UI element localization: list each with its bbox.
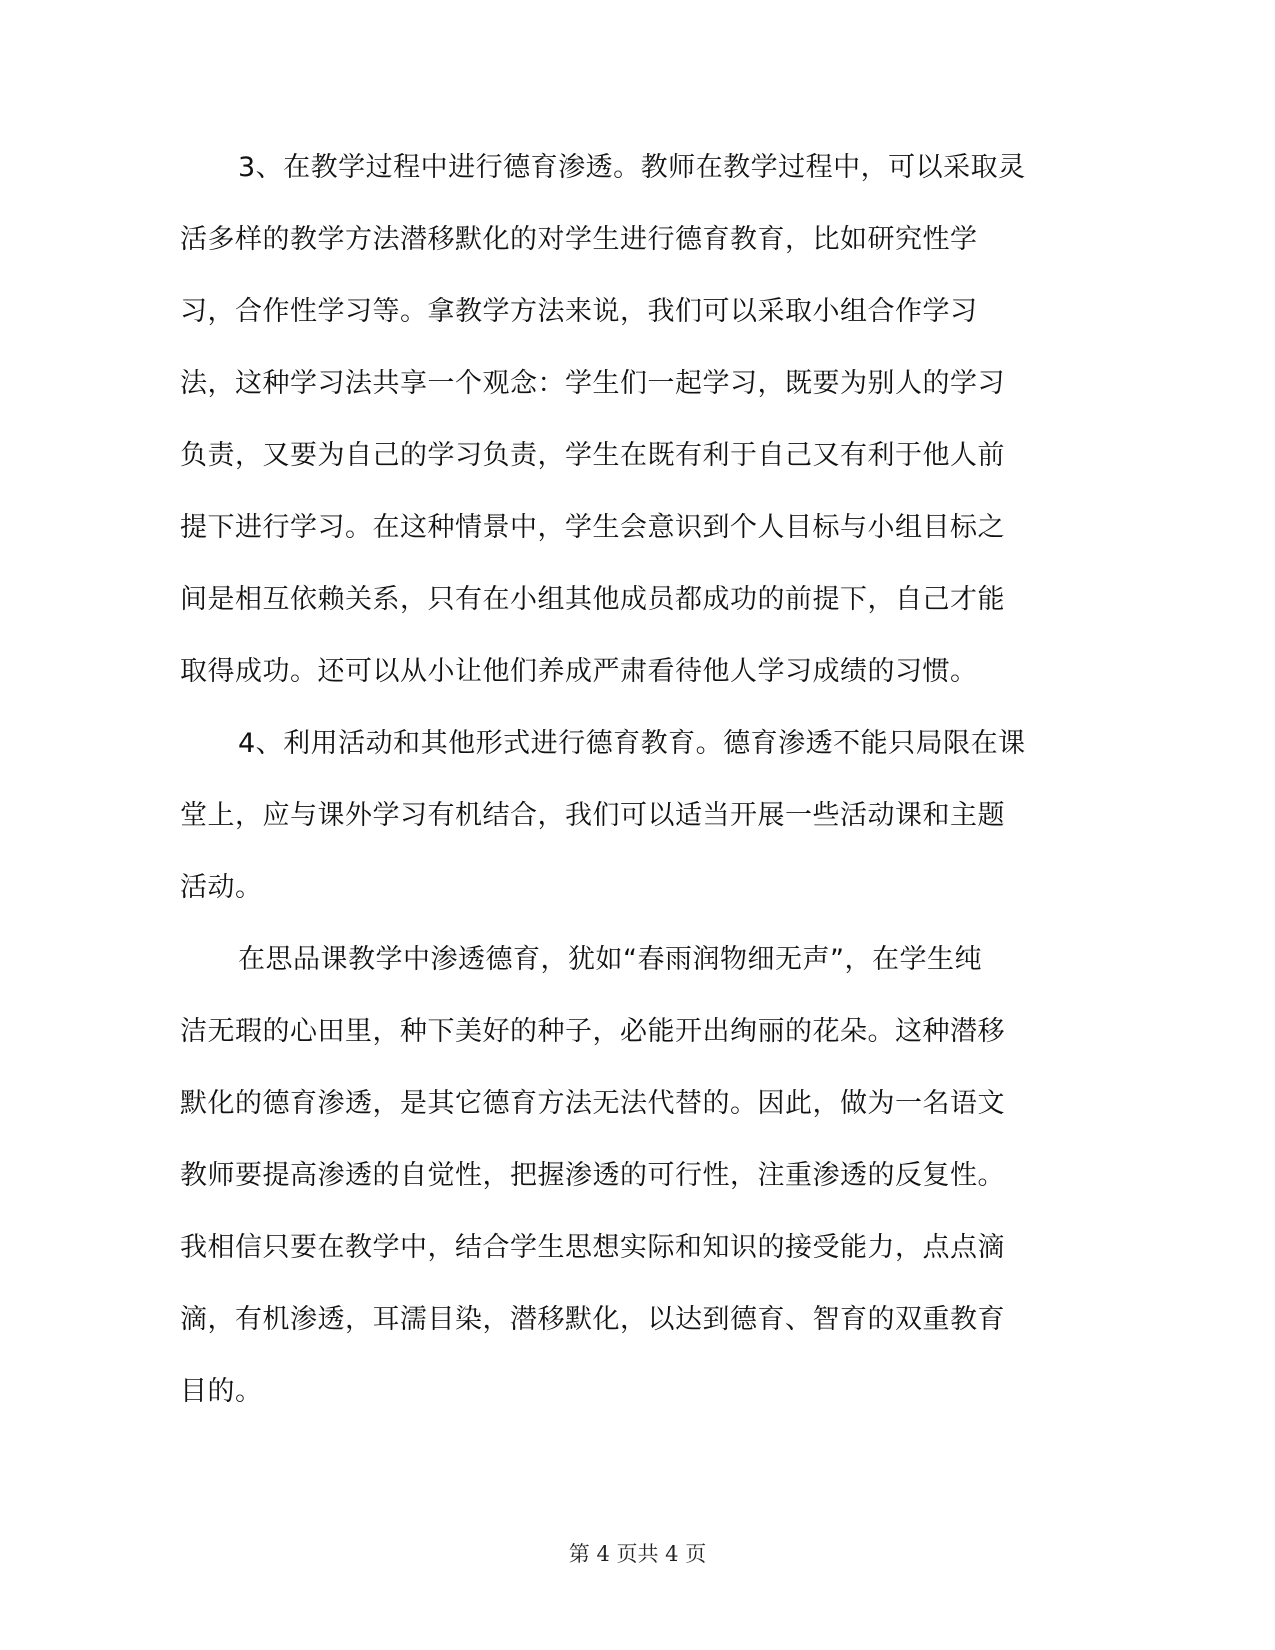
page-footer: 第 4 页共 4 页 bbox=[568, 1542, 707, 1566]
body-line: 法，这种学习法共享一个观念：学生们一起学习，既要为别人的学习 bbox=[180, 368, 1005, 399]
body-line: 洁无瑕的心田里，种下美好的种子，必能开出绚丽的花朵。这种潜移 bbox=[180, 1016, 1005, 1047]
body-line: 习，合作性学习等。拿教学方法来说，我们可以采取小组合作学习 bbox=[180, 296, 978, 327]
body-line: 滴，有机渗透，耳濡目染，潜移默化，以达到德育、智育的双重教育 bbox=[180, 1304, 1005, 1335]
body-line: 取得成功。还可以从小让他们养成严肃看待他人学习成绩的习惯。 bbox=[180, 656, 978, 687]
body-line: 间是相互依赖关系，只有在小组其他成员都成功的前提下，自己才能 bbox=[180, 584, 1005, 615]
body-line: 默化的德育渗透，是其它德育方法无法代替的。因此，做为一名语文 bbox=[180, 1088, 1005, 1119]
body-line: 3、在教学过程中进行德育渗透。教师在教学过程中，可以采取灵 bbox=[238, 152, 1026, 183]
body-line: 目的。 bbox=[180, 1376, 263, 1407]
body-line: 负责，又要为自己的学习负责，学生在既有利于自己又有利于他人前 bbox=[180, 440, 1005, 471]
body-line: 教师要提高渗透的自觉性，把握渗透的可行性，注重渗透的反复性。 bbox=[180, 1160, 1005, 1191]
body-line: 提下进行学习。在这种情景中，学生会意识到个人目标与小组目标之 bbox=[180, 512, 1005, 543]
body-line: 活动。 bbox=[180, 872, 263, 903]
body-line: 活多样的教学方法潜移默化的对学生进行德育教育，比如研究性学 bbox=[180, 224, 978, 255]
body-line: 4、利用活动和其他形式进行德育教育。德育渗透不能只局限在课 bbox=[238, 728, 1026, 759]
body-line: 堂上，应与课外学习有机结合，我们可以适当开展一些活动课和主题 bbox=[180, 800, 1005, 831]
body-line: 我相信只要在教学中，结合学生思想实际和知识的接受能力，点点滴 bbox=[180, 1232, 1005, 1263]
body-line: 在思品课教学中渗透德育，犹如“春雨润物细无声”，在学生纯 bbox=[238, 944, 982, 975]
